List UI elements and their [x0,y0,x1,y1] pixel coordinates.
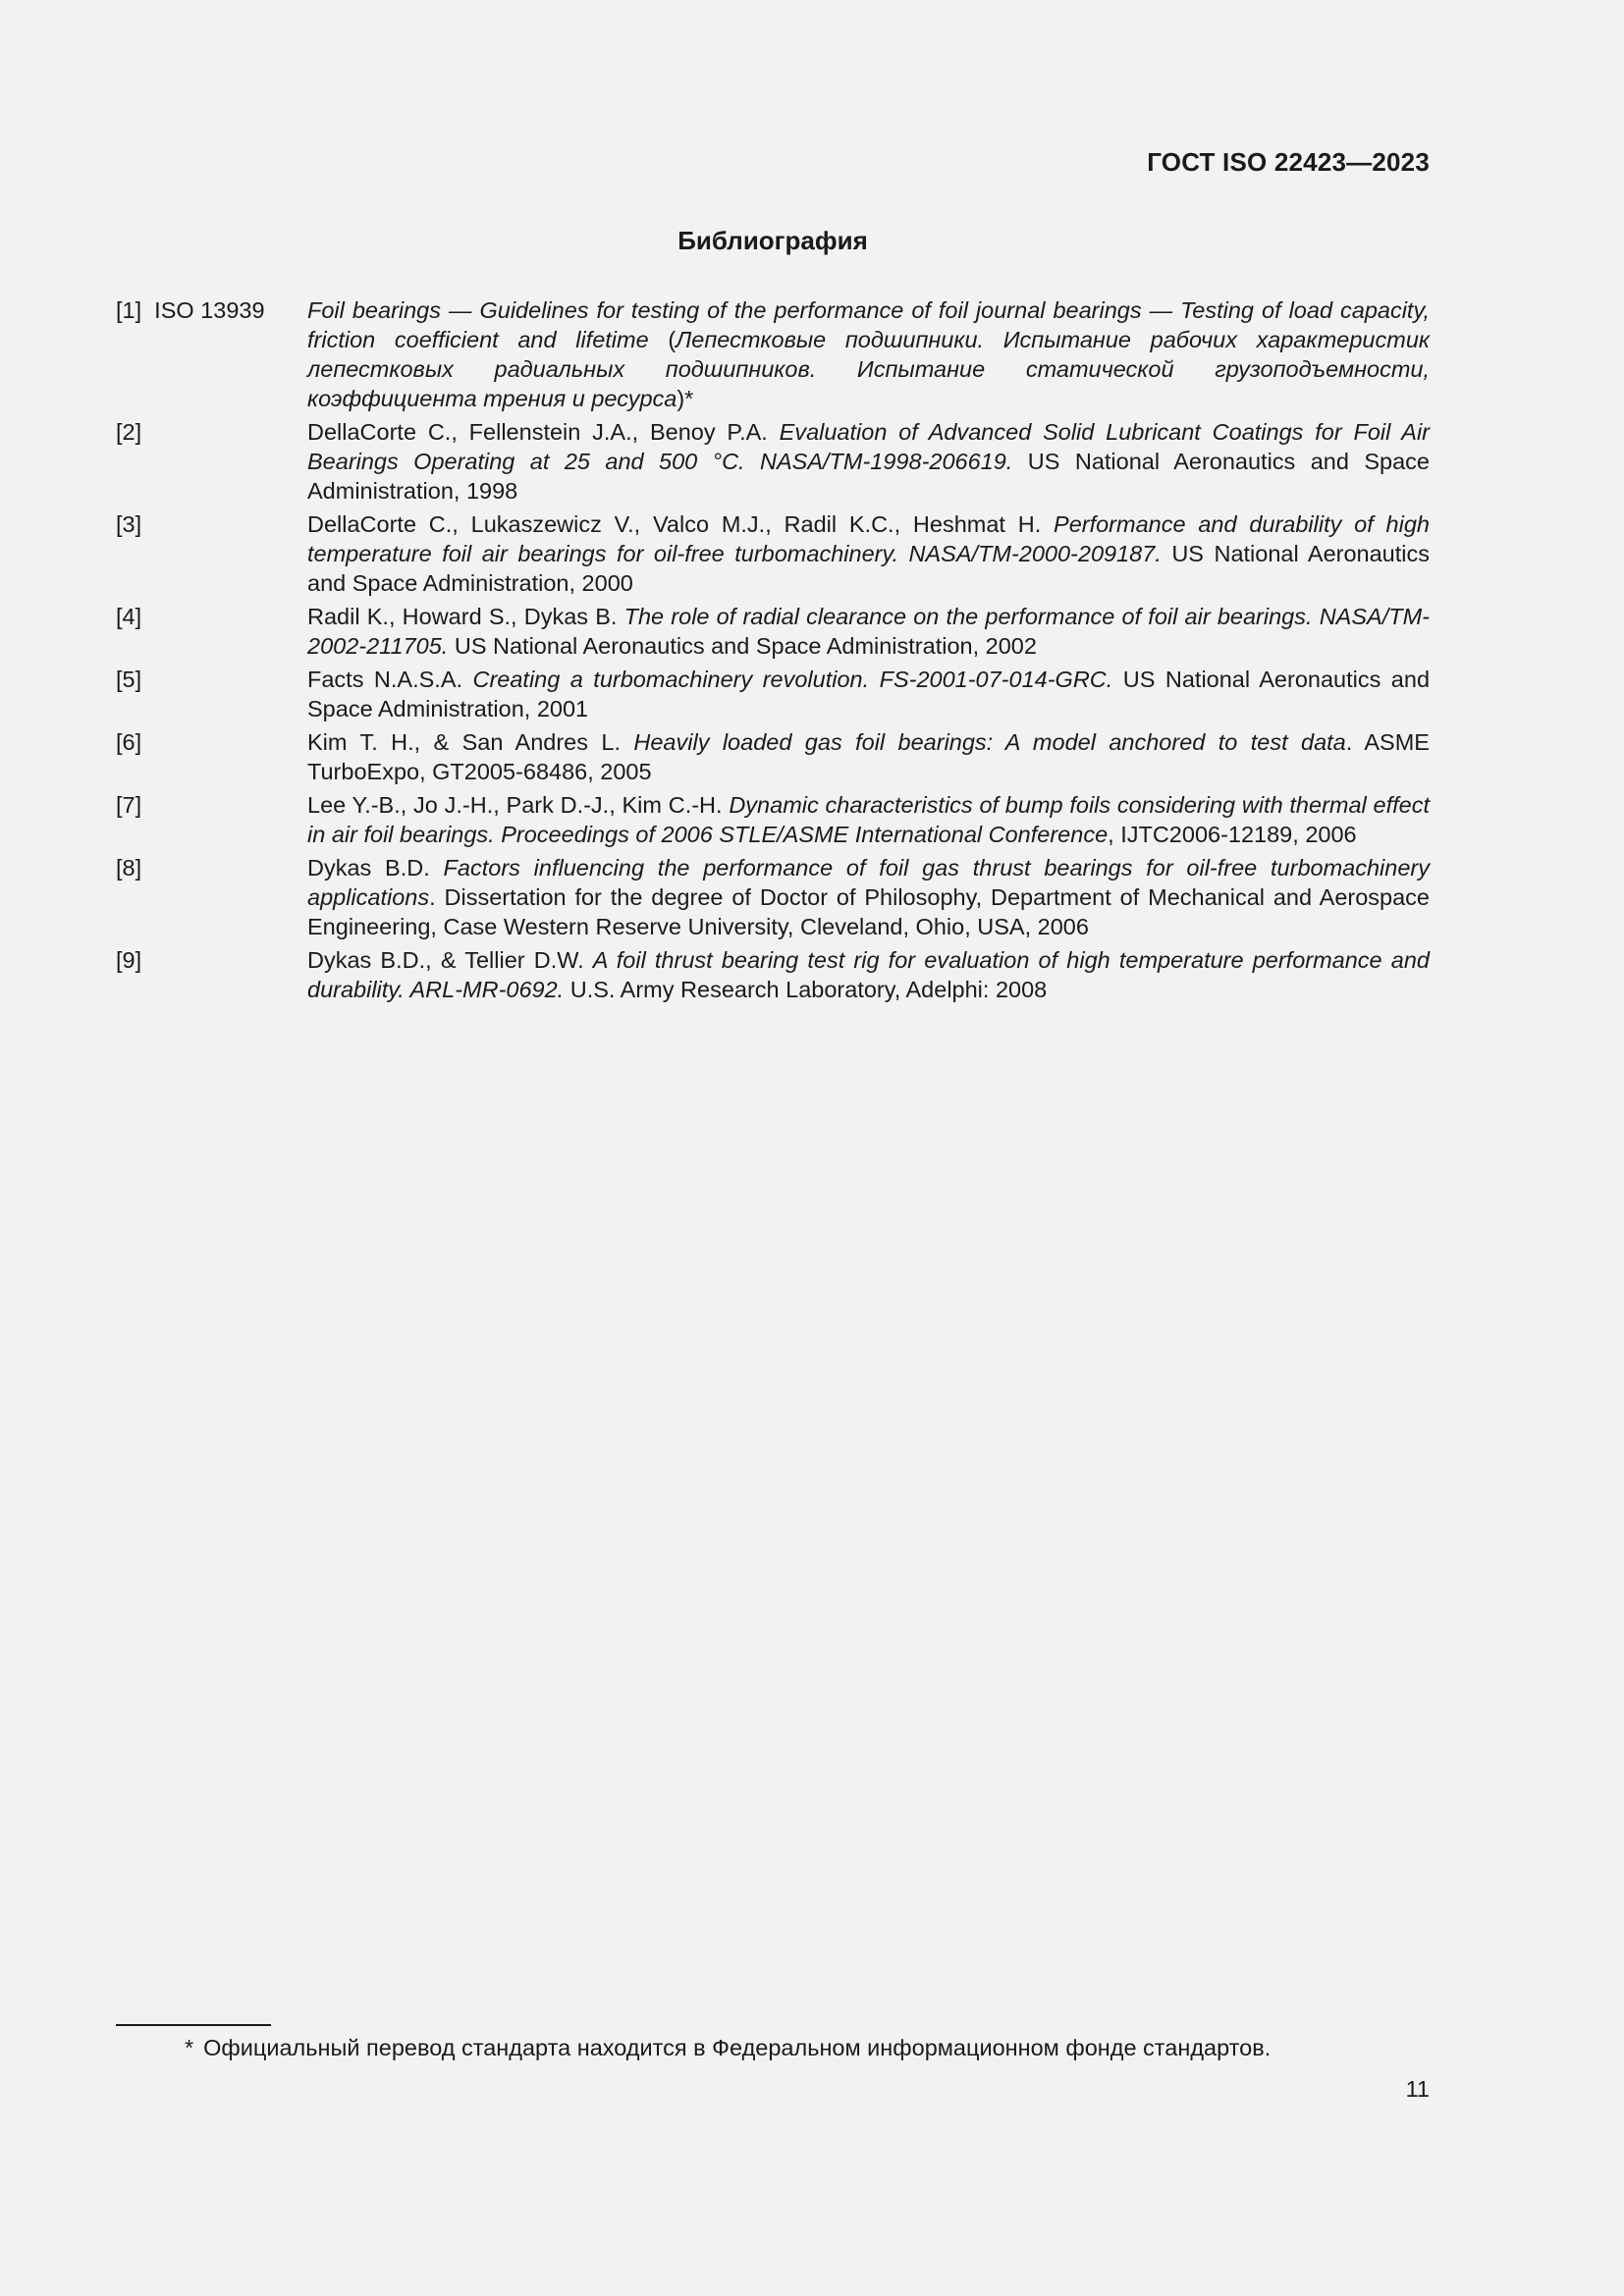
entry-segment: Dykas B.D., & Tellier D.W. [307,947,593,973]
entry-segment: . ASME TurboExpo, GT2005-68486, 2005 [307,729,1430,784]
entry-title-segment: Heavily loaded gas foil bearings: A model anchored to test data [633,729,1346,755]
entry-segment: Dykas B.D. [307,855,444,881]
bibliography-entry [116,790,1430,849]
bibliography-entry [116,853,1430,941]
entry-text [307,602,1430,661]
entry-segment: . Dissertation for the degree of Doctor of Philosophy, Department of Mechanical and Aerospace Engineering, Case Western Reserve University, Cleveland, Ohio, USA, 2006 [307,884,1430,939]
bibliography-entry [116,295,1430,413]
entry-segment: US National Aeronautics and Space Administration, 2001 [307,667,1431,721]
entry-title-segment: A foil thrust bearing test rig for evaluation of high temperature performance and durability. ARL-MR-0692. [307,947,1430,1002]
entry-label: [9] [116,947,142,973]
entry-label: [8] [116,855,142,881]
entry-text [307,853,1430,941]
entry-title-segment: Лепестковые подшипники. Испытание рабочих характеристик лепестковых радиальных подшипников. Испытание статической грузоподъемности, коэффициента трения и ресурса [307,327,1430,411]
entry-title-segment: Creating a turbomachinery revolution. FS-2001-07-014-GRC. [472,667,1113,692]
entry-title-segment: The role of radial clearance on the performance of foil air bearings. NASA/TM-2002-211705. [307,604,1430,659]
entry-title-segment: Factors influencing the performance of foil gas thrust bearings for oil-free turbomachinery applications [307,855,1430,910]
bibliography-entry [116,665,1430,723]
entry-segment: US National Aeronautics and Space Administration, 2002 [448,633,1037,659]
footnote-divider [116,2024,271,2026]
bibliography-list [116,295,1430,1008]
bibliography-entry [116,945,1430,1004]
entry-text [307,945,1430,1004]
entry-segment: Facts N.A.S.A. [307,667,473,692]
entry-title-segment: Evaluation of Advanced Solid Lubricant Coatings for Foil Air Bearings Operating at 25 and 500 °C. NASA/TM-1998-206619. [307,419,1431,474]
entry-segment: , IJTC2006-12189, 2006 [1108,822,1357,847]
entry-segment: DellaCorte C., Lukaszewicz V., Valco M.J., Radil K.C., Heshmat H. [307,511,1055,537]
entry-text [307,790,1430,849]
entry-text [307,665,1430,723]
entry-label: [4] [116,604,142,629]
document-code: ГОСТ ISO 22423—2023 [1147,147,1430,177]
entry-segment: US National Aeronautics and Space Administration, 2000 [307,541,1430,596]
entry-text [307,509,1430,598]
footnote-text: Официальный перевод стандарта находится в Федеральном информационном фонде стандартов. [203,2035,1272,2060]
entry-segment: )* [677,386,694,411]
entry-title-segment: Dynamic characteristics of bump foils considering with thermal effect in air foil bearings. Proceedings of 2006 STLE/ASME International Conference [307,792,1430,847]
entry-label: [2] [116,419,142,445]
entry-segment: Radil K., Howard S., Dykas B. [307,604,624,629]
entry-segment: U.S. Army Research Laboratory, Adelphi: 2008 [564,977,1048,1002]
entry-title-segment: Foil bearings — Guidelines for testing of the performance of foil journal bearings — Testing of load capacity, friction coefficient and lifetime [307,297,1430,352]
footnote-marker: * [185,2035,194,2060]
page-number: 11 [1405,2076,1430,2102]
entry-text [307,295,1430,413]
entry-segment: ( [648,327,677,352]
bibliography-entry [116,727,1430,786]
entry-segment: US National Aeronautics and Space Administration, 1998 [307,449,1430,504]
bibliography-title: Библиография [677,226,868,255]
entry-label: [5] [116,667,142,692]
entry-title-segment: Performance and durability of high temperature foil air bearings for oil-free turbomachinery. NASA/TM-2000-209187. [307,511,1430,566]
bibliography-entry [116,602,1430,661]
entry-label: [3] [116,511,142,537]
entry-text [307,727,1430,786]
entry-segment: Kim T. H., & San Andres L. [307,729,634,755]
entry-text [307,417,1430,506]
bibliography-entry [116,509,1430,598]
footnote [185,2033,1271,2062]
bibliography-entry [116,417,1430,506]
entry-segment: DellaCorte C., Fellenstein J.A., Benoy P.A. [307,419,780,445]
entry-label: [7] [116,792,142,818]
entry-label: [6] [116,729,142,755]
entry-label: [1] ISO 13939 [116,297,265,323]
entry-segment: Lee Y.-B., Jo J.-H., Park D.-J., Kim C.-H. [307,792,730,818]
